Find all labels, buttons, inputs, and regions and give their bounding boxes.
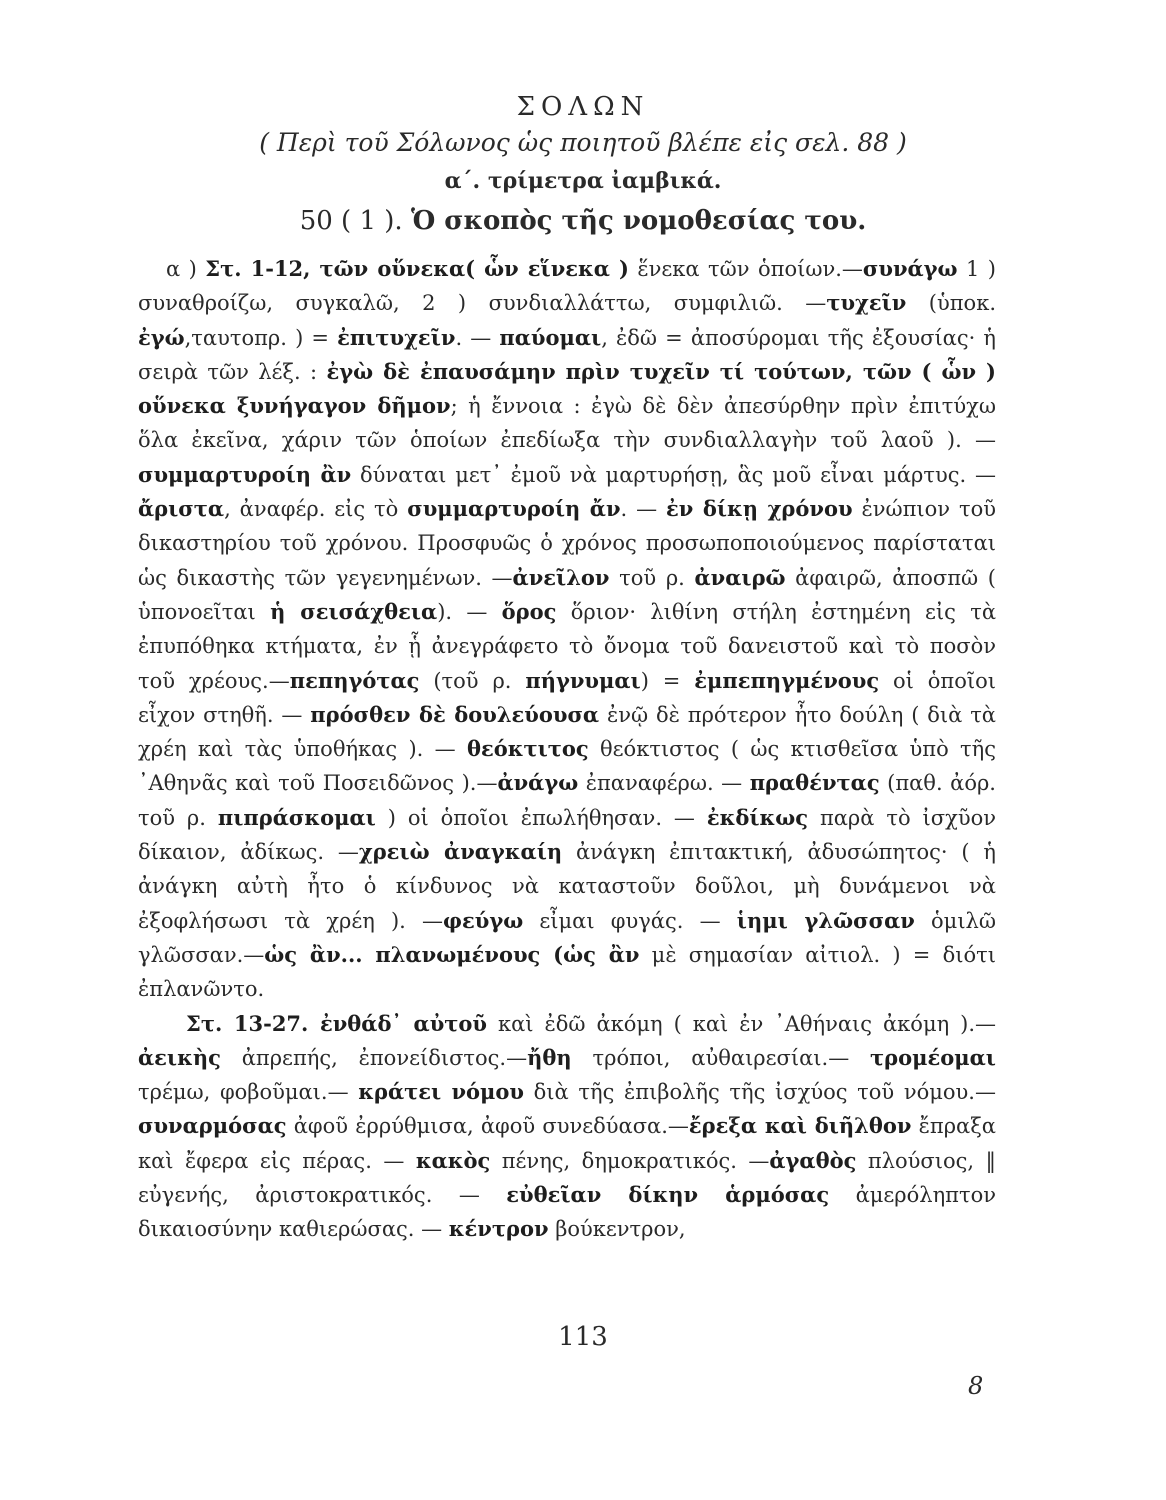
gloss: τρέμω, φοβοῦμαι.—: [138, 1080, 359, 1105]
gloss: πλούσιος, ‖ εὐγενής, ἀριστοκρατικός. —: [138, 1148, 996, 1208]
gloss: διὰ τῆς ἐπιβολῆς τῆς ἰσχύος τοῦ νόμου.—: [524, 1080, 996, 1105]
lemma: ἐν δίκῃ χρόνου: [666, 496, 853, 522]
lemma: συνάγω: [862, 256, 958, 281]
gloss: ὅριον· λιθίνη στήλη ἐστημένη εἰς τὰ ἐπυπόθηκα κτήματα, ἐν ᾗ ἀνεγράφετο τὸ ὄνομα τοῦ δανειστοῦ καὶ τὸ ποσὸν τοῦ χρέους.—: [138, 599, 996, 693]
lemma: ἡ σεισάχθεια: [270, 598, 438, 624]
commentary-text: [138, 252, 996, 1247]
lemma: ἀγαθὸς: [769, 1147, 857, 1173]
lemma: τρομέομαι: [870, 1044, 996, 1070]
gloss: ἀφαιρῶ, ἀποσπῶ ( ὑπονοεῖται: [138, 565, 997, 624]
gloss: . —: [620, 497, 667, 522]
lemma: πρόσθεν δὲ δουλεύουσα: [310, 701, 600, 727]
lemma: φεύγω: [443, 907, 524, 933]
lemma: κέντρον: [448, 1216, 549, 1242]
lemma: ἀνεῖλον: [512, 564, 610, 590]
gloss: ἐπαναφέρω. —: [578, 771, 750, 796]
page-subtitle: ( Περὶ τοῦ Σόλωνος ὡς ποιητοῦ βλέπε εἰς σελ. 88 ): [259, 128, 907, 157]
meter-heading: α΄. τρίμετρα ἰαμβικά.: [444, 168, 722, 194]
lemma: ἱημι γλῶσσαν: [736, 907, 915, 933]
gloss: ). —: [437, 599, 502, 624]
lemma: παύομαι: [499, 324, 602, 350]
page-title: ΣΟΛΩΝ: [516, 92, 650, 122]
lemma: κράτει νόμου: [358, 1079, 524, 1105]
commentary-paragraph-2: [138, 1007, 996, 1247]
gloss: . —: [455, 325, 500, 350]
lemma: πήγνυμαι: [525, 667, 641, 693]
lemma: ἤθη: [527, 1044, 572, 1070]
lemma: ἄριστα: [138, 496, 225, 522]
lemma: ἀεικὴς: [138, 1044, 221, 1070]
lemma: πιπράσκομαι: [217, 804, 376, 830]
gloss: μὲ σημασίαν αἰτιολ. ) = διότι ἐπλανῶντο.: [138, 942, 996, 1002]
gloss: ἀφοῦ ἐρρύθμισα, ἀφοῦ συνεδύασα.—: [286, 1114, 689, 1139]
lemma: Στ. 13-27. ἐνθάδ᾿ αὐτοῦ: [186, 1010, 487, 1036]
lemma: ἐμπεπηγμένους: [694, 667, 880, 693]
gloss: ἔπραξα καὶ ἔφερα εἰς πέρας. —: [138, 1114, 996, 1173]
gloss: πένης, δημοκρατικός. —: [490, 1148, 770, 1173]
lemma: ὅρος: [501, 598, 557, 624]
gloss: καὶ ἐδῶ ἀκόμη ( καὶ ἐν ᾿Αθήναις ἀκόμη ).—: [487, 1011, 996, 1036]
gloss: βούκεντρον,: [548, 1217, 686, 1242]
gloss: ἕνεκα τῶν ὁποίων.—: [628, 257, 863, 281]
lemma: θεόκτιτος: [466, 736, 589, 762]
gloss: θεόκτιστος ( ὡς κτισθεῖσα ὑπὸ τῆς ᾿Αθηνᾶς καὶ τοῦ Ποσειδῶνος ).—: [138, 737, 996, 796]
lemma: ἐπιτυχεῖν: [337, 324, 456, 350]
gloss: δύναται μετ᾿ ἐμοῦ νὰ μαρτυρήσῃ, ἃς μοῦ εἶναι μάρτυς. —: [351, 462, 996, 487]
gloss: 1 ) συναθροίζω, συγκαλῶ, 2 ) συνδιαλλάττω, συμφιλιῶ. —: [138, 257, 996, 316]
lemma: συναρμόσας: [138, 1113, 287, 1139]
gloss: , ἐδῶ = ἀποσύρομαι τῆς ἐξουσίας· ἡ σειρὰ τῶν λέξ. :: [138, 325, 997, 384]
commentary-paragraph-1: [138, 252, 996, 1007]
lemma: ἐκδίκως: [706, 804, 809, 830]
page-number: 113: [558, 1322, 608, 1352]
lemma: χρειὼ ἀναγκαίη: [358, 839, 563, 865]
gloss: ἐνῷ δὲ πρότερον ἦτο δούλη ( διὰ τὰ χρέη καὶ τὰς ὑποθήκας ). —: [138, 702, 996, 762]
lemma: ἐγὼ δὲ ἐπαυσάμην πρὶν τυχεῖν τί τούτων, τῶν ( ὧν ) οὕνεκα ξυνήγαγον δῆμον: [138, 358, 996, 419]
section-number: 50 ( 1 ).: [299, 206, 403, 236]
lemma: συμμαρτυροίη ἄν: [407, 496, 621, 522]
lemma: ἔρεξα καὶ διῆλθον: [688, 1113, 912, 1139]
gloss: παρὰ τὸ ἰσχῦον δίκαιον, ἀδίκως. —: [138, 805, 996, 865]
lemma: ἀναιρῶ: [694, 564, 786, 590]
gloss: εἶμαι φυγάς. —: [523, 908, 737, 933]
gloss: ; ἡ ἔννοια : ἐγὼ δὲ δὲν ἀπεσύρθην πρὶν ἐπιτύχω ὅλα ἐκεῖνα, χάριν τῶν ὁποίων ἐπεδίωξα τὴν συνδιαλλαγὴν τοῦ λαοῦ ). —: [138, 394, 996, 453]
gloss: (ὑποκ.: [906, 291, 996, 316]
lemma: συμμαρτυροίη ἂν: [138, 461, 352, 487]
gloss: ἀπρεπής, ἐπονείδιστος.—: [220, 1045, 528, 1070]
lemma: ἐγώ: [138, 324, 185, 350]
gloss: ἐνώπιον τοῦ δικαστηρίου τοῦ χρόνου. Προσφυῶς ὁ χρόνος προσωποποιούμενος παρίσταται ὡς δικαστὴς τῶν γεγενημένων. —: [138, 497, 996, 590]
gloss: τρόποι, αὐθαιρεσίαι.—: [571, 1045, 871, 1070]
gloss: α ): [166, 257, 206, 281]
lemma: Στ. 1-12, τῶν οὕνεκα( ὧν εἵνεκα ): [205, 256, 629, 281]
lemma: πραθέντας: [749, 770, 880, 796]
section-heading: [0, 206, 1166, 236]
lemma: ὡς ἂν... πλανωμένους (ὡς ἂν: [264, 941, 640, 967]
gloss: ἀνάγκη ἐπιτακτική, ἀδυσώπητος· ( ἡ ἀνάγκη αὐτὴ ἦτο ὁ κίνδυνος νὰ καταστοῦν δοῦλοι, μὴ δυνάμενοι νὰ ἐξοφλήσωσι τὰ χρέη ). —: [138, 840, 996, 933]
gloss: (παθ. ἀόρ. τοῦ ρ.: [138, 771, 996, 830]
lemma: κακὸς: [415, 1147, 491, 1173]
lemma: ἀνάγω: [497, 770, 579, 796]
lemma: τυχεῖν: [826, 290, 907, 316]
section-title: Ὁ σκοπὸς τῆς νομοθεσίας του.: [410, 206, 867, 236]
gloss: , ἀναφέρ. εἰς τὸ: [224, 497, 408, 522]
lemma: πεπηγότας: [289, 667, 420, 693]
gloss: ) =: [640, 668, 695, 693]
gloss: ἀμερόληπτον δικαιοσύνην καθιερώσας. —: [138, 1183, 997, 1242]
gloss: ὁμιλῶ γλῶσσαν.—: [138, 908, 996, 967]
signature-mark: 8: [968, 1372, 984, 1400]
gloss: ,ταυτοπρ. ) =: [184, 325, 338, 350]
gloss: (τοῦ ρ.: [419, 668, 526, 693]
gloss: τοῦ ρ.: [609, 565, 695, 590]
lemma: εὐθεῖαν δίκην ἁρμόσας: [506, 1182, 830, 1208]
gloss: ) οἱ ὁποῖοι ἐπωλήθησαν. —: [375, 805, 707, 830]
gloss: οἱ ὁποῖοι εἶχον στηθῆ. —: [138, 668, 996, 727]
